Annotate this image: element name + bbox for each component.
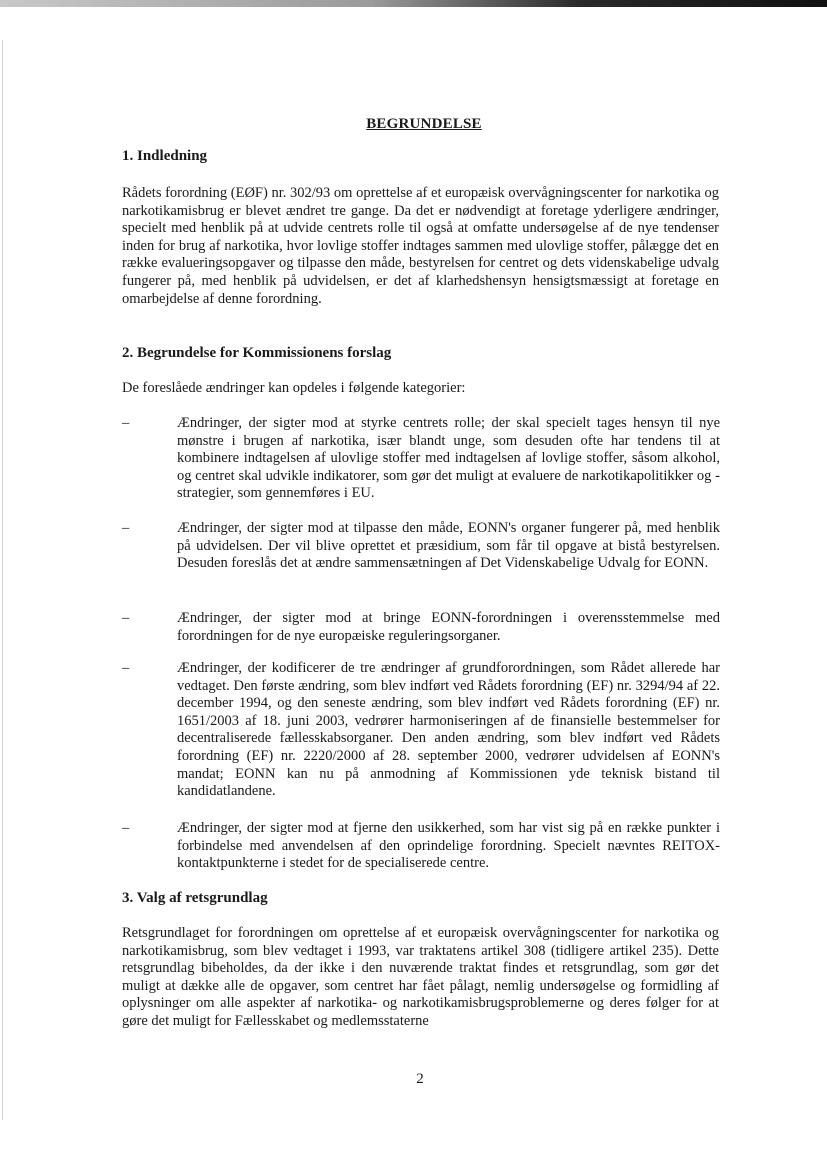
list-item-text: Ændringer, der sigter mod at tilpasse den måde, EONN's organer fungerer på, med henblik på udvidelsen. Der vil blive oprettet et præsidium, som får til opgave at bistå bestyrelsen. Desuden foreslås det at ændre sammensætningen af Det Videnskabelige Udvalg for EONN. — [177, 520, 720, 572]
section-intro-begrundelse: De foreslåede ændringer kan opdeles i følgende kategorier: — [122, 380, 466, 396]
scan-left-edge — [2, 40, 3, 1120]
list-item-text: Ændringer, der sigter mod at styrke centrets rolle; der skal specielt tages hensyn til nye mønstre i brugen af narkotika, især blandt unge, som desuden ofte har tendens til at kombinere indtagelsen af ulovlige stoffer med indtagelsen af lovlige stoffer, såsom alkohol, og centret skal udvikle indikatorer, som gør det muligt at evaluere de narkotikapolitikker og -strategier, som gennemføres i EU. — [177, 415, 720, 502]
list-dash: – — [122, 415, 130, 431]
section-paragraph-retsgrundlag: Retsgrundlaget for forordningen om oprettelse af et europæisk overvågningscenter for narkotika og narkotikamisbrug, som blev vedtaget i 1993, var traktatens artikel 308 (tidligere artikel 235). Dette retsgrundlag bibeholdes, da der ikke i den nuværende traktat findes et retsgrundlag, som gør det muligt at dække alle de opgaver, som centret har fået pålagt, nemlig undersøgelse og formidling af oplysninger om alle aspekter af narkotika- og narkotikamisbrugsproblemerne og deres følger for at gøre det muligt for Fællesskabet og medlemsstaterne — [122, 925, 719, 1029]
scan-top-edge — [0, 0, 827, 7]
page-title: BEGRUNDELSE — [366, 116, 482, 132]
list-dash: – — [122, 610, 130, 626]
list-dash: – — [122, 520, 130, 536]
list-item-text: Ændringer, der sigter mod at fjerne den usikkerhed, som har vist sig på en række punkter i forbindelse med anvendelsen af den oprindelige forordning. Specielt nævntes REITOX-kontaktpunkterne i stedet for de specialiserede centre. — [177, 820, 720, 872]
section-paragraph-indledning: Rådets forordning (EØF) nr. 302/93 om oprettelse af et europæisk overvågningscenter for narkotika og narkotikamisbrug er blevet ændret tre gange. Da det er nødvendigt at foretage yderligere ændringer, specielt med henblik på at udvide centrets rolle til også at omfatte undersøgelse af de nye tendenser inden for brug af narkotika, hvor lovlige stoffer indtages sammen med ulovlige stoffer, pålægge det en række evalueringsopgaver og tilpasse den måde, bestyrelsen for centret og dets videnskabelige udvalg fungerer på, med henblik på udvidelsen, er det af klarhedshensyn hensigtsmæssigt at foretage en omarbejdelse af denne forordning. — [122, 185, 719, 307]
page-number: 2 — [416, 1071, 424, 1087]
section-heading-retsgrundlag: 3. Valg af retsgrundlag — [122, 890, 268, 906]
list-dash: – — [122, 660, 130, 676]
list-dash: – — [122, 820, 130, 836]
section-heading-indledning: 1. Indledning — [122, 148, 208, 164]
list-item-text: Ændringer, der sigter mod at bringe EONN-forordningen i overensstemmelse med forordningen for de nye europæiske reguleringsorganer. — [177, 610, 720, 644]
list-item-text: Ændringer, der kodificerer de tre ændringer af grundforordningen, som Rådet allerede har vedtaget. Den første ændring, som blev indført ved Rådets forordning (EF) nr. 3294/94 af 22. december 1994, og den seneste ændring, som blev indført ved Rådets forordning (EF) nr. 1651/2003 af 18. juni 2003, vedrører harmoniseringen af de finansielle bestemmelser for decentraliserede fællesskabsorganer. Den anden ændring, som blev indført ved Rådets forordning (EF) nr. 2220/2000 af 28. september 2000, vedrører udvidelsen af EONN's mandat; EONN kan nu på anmodning af Kommissionen yde teknisk bistand til kandidatlandene. — [177, 660, 720, 800]
section-heading-begrundelse: 2. Begrundelse for Kommissionens forslag — [122, 345, 392, 361]
